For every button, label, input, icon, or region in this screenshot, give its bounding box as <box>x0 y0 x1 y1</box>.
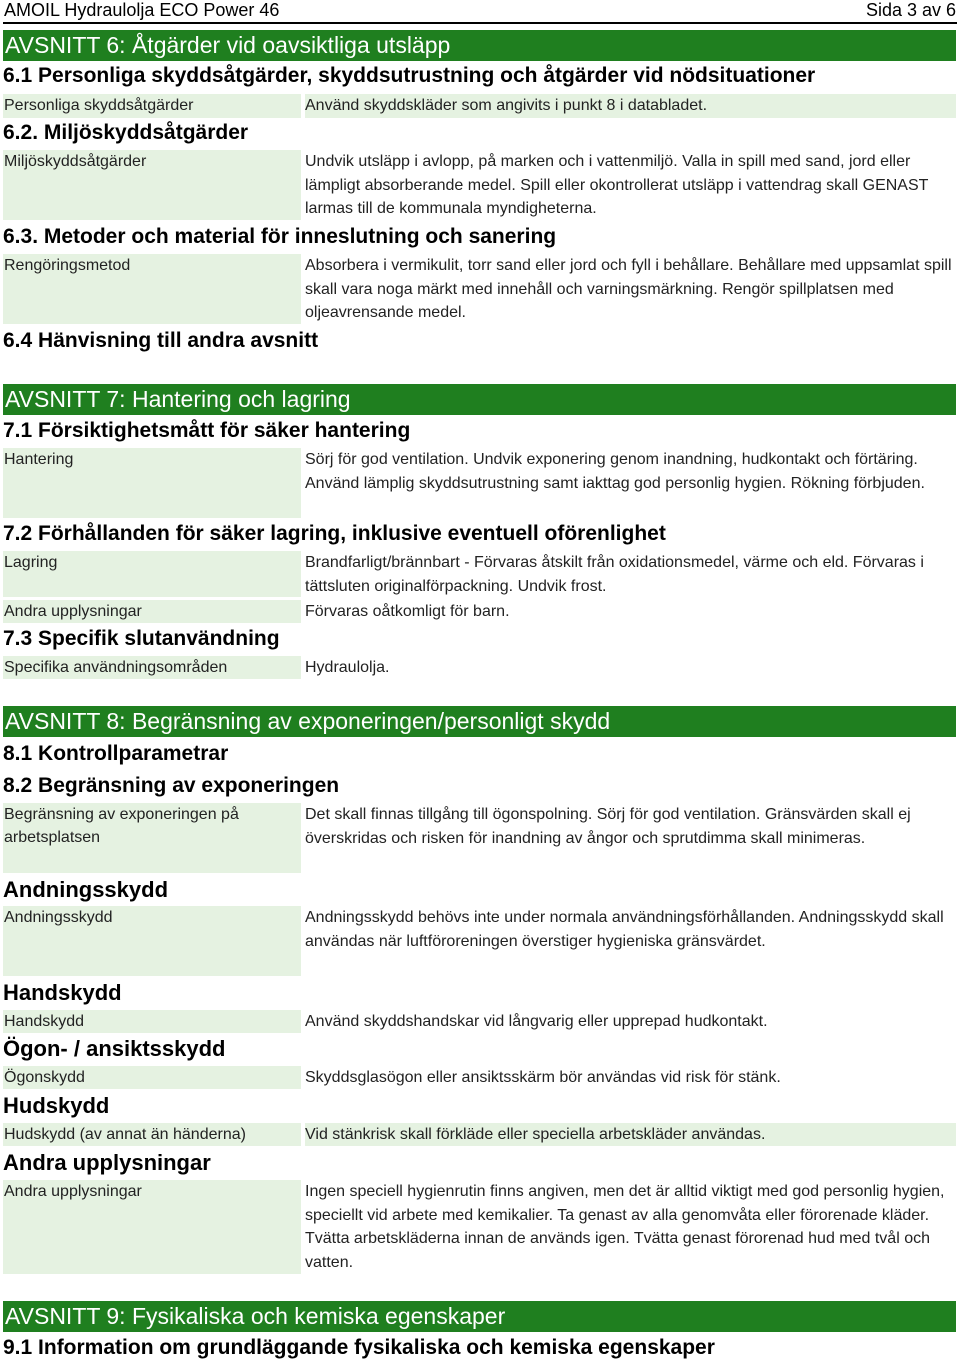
label-lagring: Lagring <box>3 551 301 597</box>
label-andra-upplysningar-7: Andra upplysningar <box>3 600 301 623</box>
label-begransning-arbetsplatsen: Begränsning av exponeringen på arbetsplatsen <box>3 803 301 873</box>
label-andningsskydd: Andningsskydd <box>3 906 301 976</box>
section-7-banner: AVSNITT 7: Hantering och lagring <box>3 384 956 415</box>
heading-andningsskydd: Andningsskydd <box>3 877 169 902</box>
value-begransning-arbetsplatsen: Det skall finnas tillgång till ögonspolning. Sörj för god ventilation. Gränsvärden skall ej överskridas och risken för inandning av ångor och sprutdimma skall minimeras. <box>305 803 956 873</box>
label-rengoringsmetod: Rengöringsmetod <box>3 254 301 324</box>
value-miljoskyddsatgarder: Undvik utsläpp i avlopp, på marken och i vattenmiljö. Valla in spill med sand, jord eller lämpligt absorberande medel. Spill eller okontrollerat utsläpp i vattendrag skall GENAST larmas till de kommunala myndigheterna. <box>305 150 956 220</box>
label-miljoskyddsatgarder: Miljöskyddsåtgärder <box>3 150 301 220</box>
label-hantering: Hantering <box>3 448 301 518</box>
heading-8-1: 8.1 Kontrollparametrar <box>3 742 229 765</box>
heading-andra-upplysningar: Andra upplysningar <box>3 1150 211 1175</box>
value-lagring: Brandfarligt/brännbart - Förvaras åtskilt från oxidationsmedel, värme och eld. Förvaras i tättsluten originalförpackning. Undvik frost. <box>305 551 956 597</box>
value-rengoringsmetod: Absorbera i vermikulit, torr sand eller jord och fyll i behållare. Behållare med uppsamlat spill skall vara noga märkt med innehåll och varningsmärkning. Rengör spillplatsen med oljeavrensande medel. <box>305 254 956 324</box>
value-specifika-anvandningsomraden: Hydraulolja. <box>305 656 956 679</box>
section-6-banner: AVSNITT 6: Åtgärder vid oavsiktliga utsläpp <box>3 30 956 61</box>
heading-8-2: 8.2 Begränsning av exponeringen <box>3 774 340 797</box>
label-ogonskydd: Ögonskydd <box>3 1066 301 1089</box>
label-specifika-anvandningsomraden: Specifika användningsområden <box>3 656 301 679</box>
value-hantering: Sörj för god ventilation. Undvik exponering genom inandning, hudkontakt och förtäring. Använd lämplig skyddsutrustning samt iakttag god personlig hygien. Rökning förbjuden. <box>305 448 956 518</box>
heading-6-3: 6.3. Metoder och material för inneslutning och sanering <box>3 225 557 248</box>
document-title: AMOIL Hydraulolja ECO Power 46 <box>4 0 280 20</box>
label-personliga-skyddsatgarder: Personliga skyddsåtgärder <box>3 94 301 118</box>
heading-ogon-ansiktsskydd: Ögon- / ansiktsskydd <box>3 1036 226 1061</box>
heading-6-1: 6.1 Personliga skyddsåtgärder, skyddsutrustning och åtgärder vid nödsituationer <box>3 64 816 87</box>
heading-7-2: 7.2 Förhållanden för säker lagring, inklusive eventuell oförenlighet <box>3 522 666 545</box>
heading-handskydd: Handskydd <box>3 980 122 1005</box>
header-divider <box>3 22 957 24</box>
heading-7-3: 7.3 Specifik slutanvändning <box>3 627 280 650</box>
label-handskydd: Handskydd <box>3 1010 301 1033</box>
heading-6-4: 6.4 Hänvisning till andra avsnitt <box>3 329 319 352</box>
value-andra-upplysningar-8: Ingen speciell hygienrutin finns angiven, men det är alltid viktigt med god personlig hygien, speciellt vid arbete med kemikalier. Ta genast av alla genomvåta eller förorenade kläder. Tvätta arbetskläderna innan de används igen. Tvätta genast förorenad hud med tvål och vatten. <box>305 1180 956 1274</box>
value-handskydd: Använd skyddshandskar vid långvarig eller upprepad hudkontakt. <box>305 1010 956 1033</box>
heading-hudskydd: Hudskydd <box>3 1093 110 1118</box>
label-hudskydd: Hudskydd (av annat än händerna) <box>3 1123 301 1146</box>
value-personliga-skyddsatgarder: Använd skyddskläder som angivits i punkt 8 i databladet. <box>305 94 956 118</box>
value-ogonskydd: Skyddsglasögon eller ansiktsskärm bör användas vid risk för stänk. <box>305 1066 956 1089</box>
heading-7-1: 7.1 Försiktighetsmått för säker hantering <box>3 419 411 442</box>
value-andningsskydd: Andningsskydd behövs inte under normala användningsförhållanden. Andningsskydd skall användas när luftföroreningen överstiger hygieniska gränsvärdet. <box>305 906 956 976</box>
heading-6-2: 6.2. Miljöskyddsåtgärder <box>3 121 249 144</box>
value-hudskydd: Vid stänkrisk skall förkläde eller speciella arbetskläder användas. <box>305 1123 956 1146</box>
value-andra-upplysningar-7: Förvaras oåtkomligt för barn. <box>305 600 956 623</box>
section-8-banner: AVSNITT 8: Begränsning av exponeringen/personligt skydd <box>3 706 956 737</box>
label-andra-upplysningar-8: Andra upplysningar <box>3 1180 301 1274</box>
section-9-banner: AVSNITT 9: Fysikaliska och kemiska egenskaper <box>3 1301 956 1332</box>
heading-9-1: 9.1 Information om grundläggande fysikaliska och kemiska egenskaper <box>3 1336 715 1359</box>
page-number: Sida 3 av 6 <box>865 0 956 20</box>
